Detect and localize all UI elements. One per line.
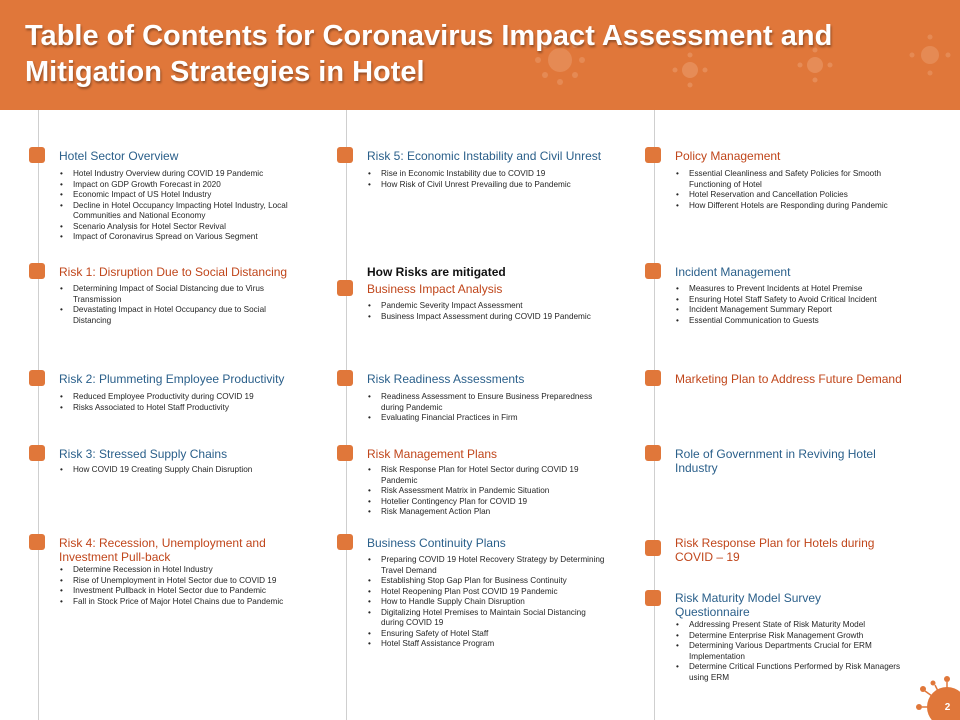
section-items xyxy=(367,169,607,190)
list-item: • Risks Associated to Hotel Staff Productivity xyxy=(59,403,299,414)
list-item: • How Risk of Civil Unrest Prevailing due to Pandemic xyxy=(367,180,607,191)
list-item: • Reduced Employee Productivity during COVID 19 xyxy=(59,392,299,403)
list-item: • Impact of Coronavirus Spread on Various Segment xyxy=(59,232,299,243)
section-subheading: How Risks are mitigated xyxy=(367,265,506,279)
list-item: • Measures to Prevent Incidents at Hotel Premise xyxy=(675,284,915,295)
section-marker-icon xyxy=(645,147,661,163)
list-item: • Readiness Assessment to Ensure Business Preparedness during Pandemic xyxy=(367,392,607,413)
section-items xyxy=(675,620,905,683)
section-heading[interactable]: Risk 5: Economic Instability and Civil Unrest xyxy=(367,149,602,163)
section-marker-icon xyxy=(337,534,353,550)
section-marker-icon xyxy=(29,445,45,461)
list-item: • Evaluating Financial Practices in Firm xyxy=(367,413,607,424)
section-items xyxy=(367,301,607,322)
section-heading[interactable]: Risk Readiness Assessments xyxy=(367,372,525,386)
section-marker-icon xyxy=(337,280,353,296)
section-heading[interactable]: Role of Government in Reviving Hotel Industry xyxy=(675,447,876,475)
list-item: • Determine Recession in Hotel Industry xyxy=(59,565,299,576)
section-heading[interactable]: Risk Maturity Model Survey Questionnaire xyxy=(675,591,822,619)
title-banner xyxy=(0,0,960,110)
section-items xyxy=(367,555,607,650)
page-number: 2 xyxy=(944,702,951,713)
list-item: • Determining Impact of Social Distancing due to Virus Transmission xyxy=(59,284,299,305)
section-marker-icon xyxy=(29,147,45,163)
section-heading[interactable]: Risk 4: Recession, Unemployment and Investment Pull-back xyxy=(59,536,266,564)
list-item: • Establishing Stop Gap Plan for Business Continuity xyxy=(367,576,607,587)
list-item: • Decline in Hotel Occupancy Impacting Hotel Industry, Local Communities and National Economy xyxy=(59,201,299,222)
list-item: • Hotel Reopening Plan Post COVID 19 Pandemic xyxy=(367,587,607,598)
column-divider xyxy=(346,110,347,720)
section-heading[interactable]: Business Continuity Plans xyxy=(367,536,506,550)
column-divider xyxy=(654,110,655,720)
column-divider xyxy=(38,110,39,720)
list-item: • Hotel Staff Assistance Program xyxy=(367,639,607,650)
section-heading[interactable]: Policy Management xyxy=(675,149,781,163)
list-item: • Hotelier Contingency Plan for COVID 19 xyxy=(367,497,607,508)
section-heading[interactable]: Risk 1: Disruption Due to Social Distancing xyxy=(59,265,288,279)
section-marker-icon xyxy=(29,370,45,386)
list-item: • How Different Hotels are Responding during Pandemic xyxy=(675,201,895,212)
list-item: • Risk Response Plan for Hotel Sector during COVID 19 Pandemic xyxy=(367,465,607,486)
list-item: • Determining Various Departments Crucial for ERM Implementation xyxy=(675,641,905,662)
section-heading[interactable]: Risk Response Plan for Hotels during COVID – 19 xyxy=(675,536,875,564)
list-item: • Determine Critical Functions Performed by Risk Managers using ERM xyxy=(675,662,905,683)
section-marker-icon xyxy=(645,445,661,461)
list-item: • Rise in Economic Instability due to COVID 19 xyxy=(367,169,607,180)
section-marker-icon xyxy=(645,540,661,556)
list-item: • Hotel Reservation and Cancellation Policies xyxy=(675,190,895,201)
list-item: • Economic Impact of US Hotel Industry xyxy=(59,190,299,201)
section-marker-icon xyxy=(337,147,353,163)
page-title: Table of Contents for Coronavirus Impact Assessment and Mitigation Strategies in Hotel xyxy=(25,20,833,88)
section-items xyxy=(59,565,299,607)
list-item: • Ensuring Hotel Staff Safety to Avoid Critical Incident xyxy=(675,295,915,306)
section-items xyxy=(367,465,607,518)
list-item: • Pandemic Severity Impact Assessment xyxy=(367,301,607,312)
section-heading[interactable]: Business Impact Analysis xyxy=(367,282,503,296)
section-heading[interactable]: Incident Management xyxy=(675,265,791,279)
list-item: • Fall in Stock Price of Major Hotel Chains due to Pandemic xyxy=(59,597,299,608)
section-items xyxy=(59,465,299,476)
section-items xyxy=(59,169,299,243)
list-item: • Addressing Present State of Risk Maturity Model xyxy=(675,620,905,631)
list-item: • Risk Assessment Matrix in Pandemic Situation xyxy=(367,486,607,497)
list-item: • Essential Cleanliness and Safety Policies for Smooth Functioning of Hotel xyxy=(675,169,895,190)
list-item: • Incident Management Summary Report xyxy=(675,305,915,316)
section-marker-icon xyxy=(29,263,45,279)
list-item: • Determine Enterprise Risk Management Growth xyxy=(675,631,905,642)
section-heading[interactable]: Marketing Plan to Address Future Demand xyxy=(675,372,902,386)
section-marker-icon xyxy=(645,590,661,606)
list-item: • Rise of Unemployment in Hotel Sector due to COVID 19 xyxy=(59,576,299,587)
list-item: • Hotel Industry Overview during COVID 19 Pandemic xyxy=(59,169,299,180)
section-items xyxy=(59,392,299,413)
list-item: • Preparing COVID 19 Hotel Recovery Strategy by Determining Travel Demand xyxy=(367,555,607,576)
list-item: • Scenario Analysis for Hotel Sector Revival xyxy=(59,222,299,233)
section-marker-icon xyxy=(337,445,353,461)
list-item: • How to Handle Supply Chain Disruption xyxy=(367,597,607,608)
section-marker-icon xyxy=(337,370,353,386)
section-items xyxy=(59,284,299,326)
list-item: • Digitalizing Hotel Premises to Maintain Social Distancing during COVID 19 xyxy=(367,608,607,629)
list-item: • Devastating Impact in Hotel Occupancy due to Social Distancing xyxy=(59,305,299,326)
list-item: • Essential Communication to Guests xyxy=(675,316,915,327)
section-items xyxy=(367,392,607,424)
section-heading[interactable]: Risk Management Plans xyxy=(367,447,498,461)
list-item: • How COVID 19 Creating Supply Chain Disruption xyxy=(59,465,299,476)
list-item: • Ensuring Safety of Hotel Staff xyxy=(367,629,607,640)
list-item: • Risk Management Action Plan xyxy=(367,507,607,518)
list-item: • Business Impact Assessment during COVID 19 Pandemic xyxy=(367,312,607,323)
list-item: • Investment Pullback in Hotel Sector due to Pandemic xyxy=(59,586,299,597)
section-marker-icon xyxy=(645,370,661,386)
section-heading[interactable]: Risk 2: Plummeting Employee Productivity xyxy=(59,372,285,386)
section-heading[interactable]: Hotel Sector Overview xyxy=(59,149,179,163)
section-heading[interactable]: Risk 3: Stressed Supply Chains xyxy=(59,447,228,461)
section-marker-icon xyxy=(29,534,45,550)
section-items xyxy=(675,284,915,326)
section-marker-icon xyxy=(645,263,661,279)
list-item: • Impact on GDP Growth Forecast in 2020 xyxy=(59,180,299,191)
section-items xyxy=(675,169,895,211)
